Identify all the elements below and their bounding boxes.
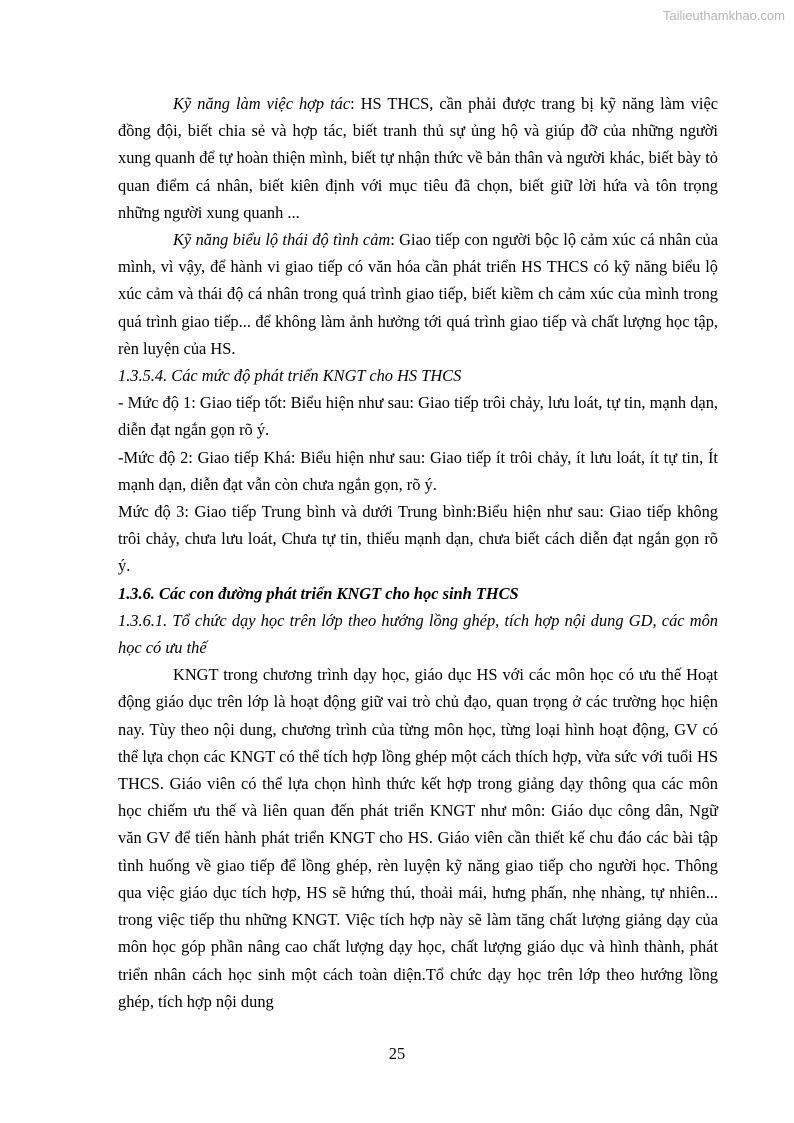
paragraph-text: : Giao tiếp con người bộc lộ cảm xúc cá nhân của mình, vì vậy, để hành vi giao tiếp có văn hóa cần phát triển HS THCS có kỹ năng biểu lộ xúc cảm và thái độ cá nhân trong quá trình giao tiếp, biết kiềm ch cảm xúc của mình trong quá trình giao tiếp... để không làm ảnh hưởng tới quá trình giao tiếp và chất lượng học tập, rèn luyện của HS. <box>118 230 719 358</box>
term-emotion-skill: Kỹ năng biểu lộ thái độ tình cảm <box>173 230 391 250</box>
document-body <box>118 90 718 1015</box>
term-cooperation-skill: Kỹ năng làm việc hợp tác <box>173 94 351 113</box>
paragraph-cooperation-skill <box>118 90 718 226</box>
heading-1-3-6: 1.3.6. Các con đường phát triển KNGT cho học sinh THCS <box>118 583 519 603</box>
paragraph-level-3: Mức độ 3: Giao tiếp Trung bình và dưới Trung bình:Biểu hiện như sau: Giao tiếp không trôi chảy, chưa lưu loát, Chưa tự tin, thiếu mạnh dạn, chưa biết cách diễn đạt ngắn gọn rõ ý. <box>118 502 718 576</box>
heading-1-3-5-4: 1.3.5.4. Các mức độ phát triển KNGT cho HS THCS <box>118 366 462 386</box>
paragraph-level-2: -Mức độ 2: Giao tiếp Khá: Biểu hiện như sau: Giao tiếp ít trôi chảy, ít lưu loát, ít tự tin, Ít mạnh dạn, diễn đạt vẫn còn chưa ngắn gọn, rõ ý. <box>118 447 718 494</box>
paragraph-integration: KNGT trong chương trình dạy học, giáo dục HS với các môn học có ưu thế Hoạt động giáo dục trên lớp là hoạt động giữ vai trò chủ đạo, quan trọng ở các trường học hiện nay. Tùy theo nội dung, chương trình của từng môn học, từng loại hình hoạt động, GV có thể lựa chọn các KNGT có thể tích hợp lồng ghép một cách thích hợp, vừa sức với tuổi HS THCS. Giáo viên có thể lựa chọn hình thức kết hợp trong giảng dạy thông qua các môn học chiếm ưu thế và liên quan đến phát triển KNGT như môn: Giáo dục công dân, Ngữ văn GV để tiến hành phát triển KNGT cho HS. Giáo viên cần thiết kế chu đáo các bài tập tình huống về giao tiếp để lồng ghép, rèn luyện kỹ năng giao tiếp cho người học. Thông qua việc giáo dục tích hợp, HS sẽ hứng thú, thoải mái, hưng phấn, nhẹ nhàng, tự nhiên... trong việc tiếp thu những KNGT. Việc tích hợp này sẽ làm tăng chất lượng giảng dạy của môn học góp phần nâng cao chất lượng dạy học, chất lượng giáo dục và hình thành, phát triển nhân cách học sinh một cách toàn diện.Tổ chức dạy học trên lớp theo hướng lồng ghép, tích hợp nội dung <box>118 665 718 1011</box>
paragraph-level-1: - Mức độ 1: Giao tiếp tốt: Biểu hiện như sau: Giao tiếp trôi chảy, lưu loát, tự tin, mạnh dạn, diễn đạt ngắn gọn rõ ý. <box>118 393 718 440</box>
heading-1-3-6-1: 1.3.6.1. Tổ chức dạy học trên lớp theo hướng lồng ghép, tích hợp nội dung GD, các môn học có ưu thế <box>118 610 718 658</box>
page-number: 25 <box>388 1044 406 1063</box>
watermark: Tailieuthamkhao.com <box>662 8 785 23</box>
paragraph-text: : HS THCS, cần phải được trang bị kỹ năng làm việc đồng đội, biết chia sẻ và hợp tác, biết tranh thủ sự ủng hộ và giúp đỡ của những người xung quanh để tự hoàn thiện mình, biết tự nhận thức về bản thân và người khác, biết bày tỏ quan điểm cá nhân, biết kiên định với mục tiêu đã chọn, biết giữ lời hứa và tôn trọng những người xung quanh ... <box>118 94 718 222</box>
paragraph-emotion-skill <box>118 226 718 362</box>
